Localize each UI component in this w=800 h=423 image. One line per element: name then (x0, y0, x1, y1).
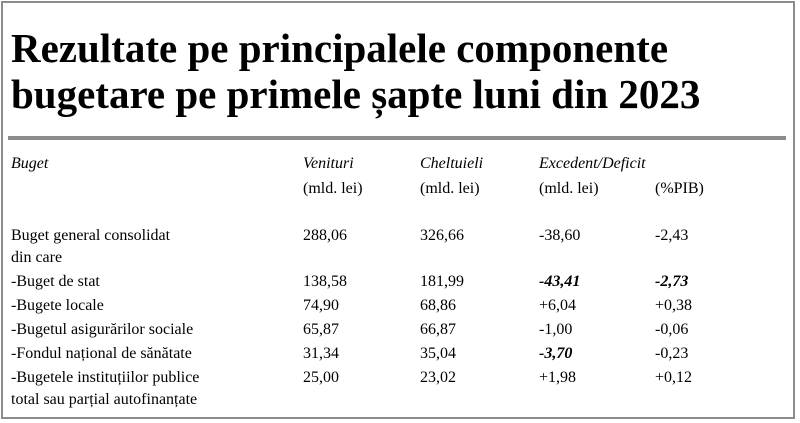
unit-pib: (%PIB) (655, 180, 704, 197)
cell-pib: +0,12 (655, 369, 693, 386)
cell-excedent: -3,70 (539, 345, 573, 362)
cell-pib: -2,43 (655, 227, 689, 244)
unit-cheltuieli: (mld. lei) (420, 180, 480, 197)
cell-cheltuieli: 23,02 (420, 369, 456, 386)
cell-excedent: -38,60 (539, 227, 581, 244)
cell-venituri: 31,34 (303, 345, 339, 362)
row-label: -Bugetul asigurărilor sociale (11, 321, 194, 338)
row-label-continued: din care (11, 249, 63, 266)
cell-cheltuieli: 181,99 (420, 273, 464, 290)
row-label-continued: total sau parțial autofinanțate (11, 391, 198, 408)
row-label: -Bugetele instituțiilor publice (11, 369, 200, 386)
cell-cheltuieli: 66,87 (420, 321, 456, 338)
row-label: -Buget de stat (11, 273, 100, 290)
cell-pib: -2,73 (655, 273, 689, 290)
cell-venituri: 74,90 (303, 297, 339, 314)
row-label: -Fondul național de sănătate (11, 345, 192, 362)
cell-venituri: 65,87 (303, 321, 339, 338)
title-line-1: Rezultate pe principalele componente (11, 25, 669, 71)
cell-venituri: 138,58 (303, 273, 347, 290)
cell-cheltuieli: 35,04 (420, 345, 456, 362)
header-buget: Buget (11, 155, 49, 172)
unit-venituri: (mld. lei) (303, 180, 363, 197)
cell-cheltuieli: 326,66 (420, 227, 464, 244)
row-label: Buget general consolidat (11, 227, 171, 244)
unit-excedent: (mld. lei) (539, 180, 599, 197)
title-divider (8, 136, 786, 140)
cell-excedent: -43,41 (539, 273, 581, 290)
cell-excedent: +1,98 (539, 369, 577, 386)
page-title (11, 25, 791, 117)
document-frame (1, 1, 795, 419)
header-venituri: Venituri (303, 155, 354, 172)
cell-excedent: +6,04 (539, 297, 577, 314)
cell-excedent: -1,00 (539, 321, 573, 338)
header-cheltuieli: Cheltuieli (420, 155, 484, 172)
header-excedent: Excedent/Deficit (539, 155, 646, 172)
cell-pib: +0,38 (655, 297, 693, 314)
cell-venituri: 25,00 (303, 369, 339, 386)
cell-cheltuieli: 68,86 (420, 297, 456, 314)
cell-venituri: 288,06 (303, 227, 347, 244)
row-label: -Bugete locale (11, 297, 104, 314)
cell-pib: -0,23 (655, 345, 689, 362)
cell-pib: -0,06 (655, 321, 689, 338)
title-line-2: bugetare pe primele șapte luni din 2023 (11, 71, 701, 117)
